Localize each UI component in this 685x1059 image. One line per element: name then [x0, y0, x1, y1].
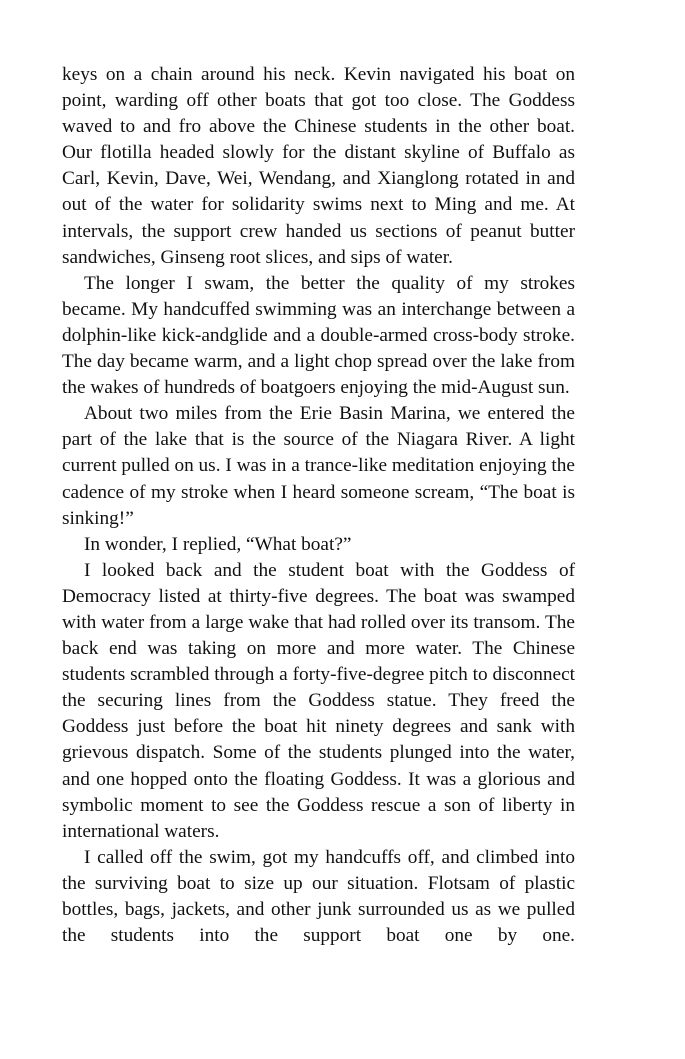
- paragraph-continued: keys on a chain around his neck. Kevin navigated his boat on point, warding off other boats that got too close. The Goddess waved to and fro above the Chinese students in the other boat. Our flotilla headed slowly for the distant skyline of Buffalo as Carl, Kevin, Dave, Wei, Wendang, and Xianglong rotated in and out of the water for solidarity swims next to Ming and me. At intervals, the support crew handed us sections of peanut butter sandwiches, Ginseng root slices, and sips of water.: [62, 64, 575, 268]
- paragraph-strokes: The longer I swam, the better the quality of my strokes became. My handcuffed swimming was an interchange between a dolphin-like kick-andglide and a double-armed cross-body stroke. The day became warm, and a light chop spread over the lake from the wakes of hundreds of boatgoers enjoying the mid-August sun.: [62, 272, 575, 399]
- paragraph-called-off: I called off the swim, got my handcuffs off, and climbed into the surviving boat to size up our situation. Flotsam of plastic bottles, bags, jackets, and other junk surrounded us as we pulled the students into the support boat one by one.: [62, 846, 575, 947]
- book-page: [62, 62, 575, 949]
- paragraph-goddess-rescue: I looked back and the student boat with the Goddess of Democracy listed at thirty-five degrees. The boat was swamped with water from a large wake that had rolled over its transom. The back end was taking on more and more water. The Chinese students scrambled through a forty-five-degree pitch to disconnect the securing lines from the Goddess statue. They freed the Goddess just before the boat hit ninety degrees and sank with grievous dispatch. Some of the students plunged into the water, and one hopped onto the floating Goddess. It was a glorious and symbolic moment to see the Goddess rescue a son of liberty in international waters.: [62, 559, 575, 842]
- paragraph-what-boat: In wonder, I replied, “What boat?”: [84, 533, 352, 555]
- paragraph-niagara: About two miles from the Erie Basin Marina, we entered the part of the lake that is the source of the Niagara River. A light current pulled on us. I was in a trance-like meditation enjoying the cadence of my stroke when I heard someone scream, “The boat is sinking!”: [62, 403, 575, 529]
